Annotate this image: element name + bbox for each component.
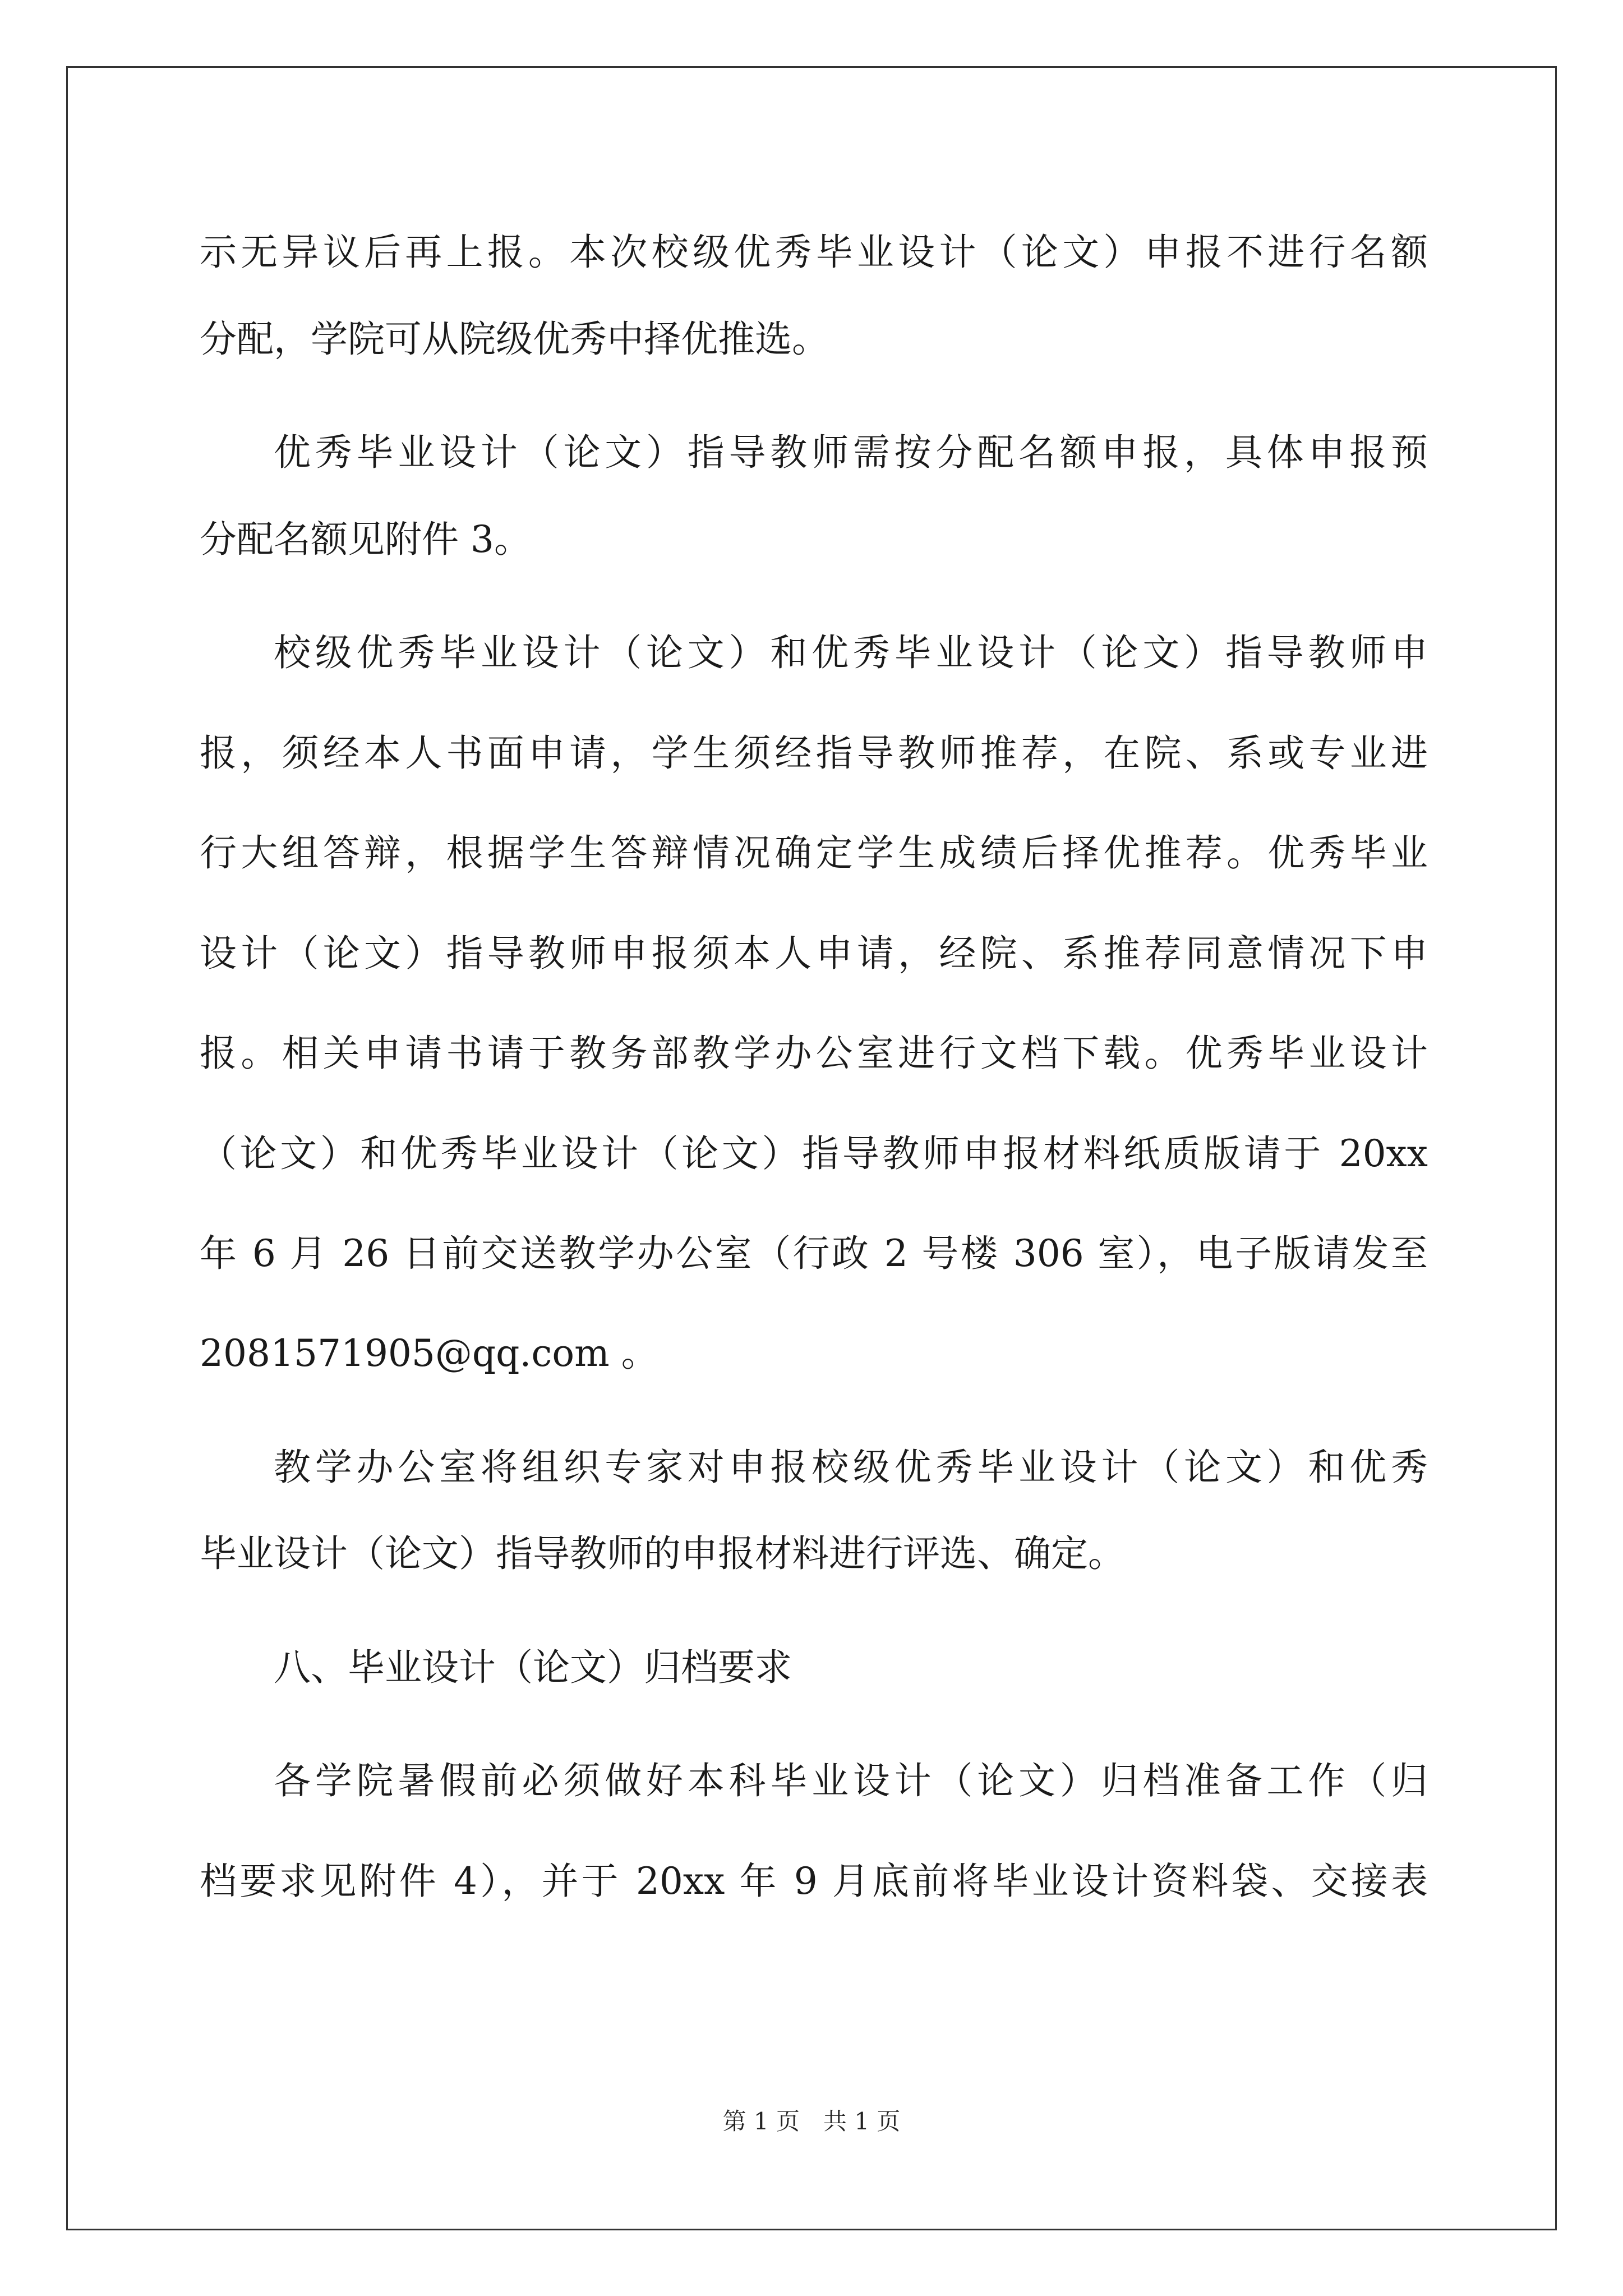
text-line-3: 优秀毕业设计（论文）指导教师需按分配名额申报，具体申报预	[274, 431, 1428, 474]
text-line-13: 教学办公室将组织专家对申报校级优秀毕业设计（论文）和优秀	[274, 1446, 1428, 1489]
text-line-14: 毕业设计（论文）指导教师的申报材料进行评选、确定。	[200, 1532, 1125, 1575]
text-line-7: 行大组答辩，根据学生答辩情况确定学生成绩后择优推荐。优秀毕业	[200, 831, 1428, 875]
text-line-17: 档要求见附件 4），并于 20xx 年 9 月底前将毕业设计资料袋、交接表	[200, 1860, 1428, 1903]
text-line-4: 分配名额见附件 3。	[200, 518, 531, 561]
text-line-8: 设计（论文）指导教师申报须本人申请，经院、系推荐同意情况下申	[200, 932, 1428, 975]
text-line-5: 校级优秀毕业设计（论文）和优秀毕业设计（论文）指导教师申	[274, 631, 1428, 674]
text-line-11: 年 6 月 26 日前交送教学办公室（行政 2 号楼 306 室），电子版请发至	[200, 1232, 1428, 1275]
text-line-10: （论文）和优秀毕业设计（论文）指导教师申报材料纸质版请于 20xx	[200, 1132, 1428, 1175]
text-line-1: 示无异议后再上报。本次校级优秀毕业设计（论文）申报不进行名额	[200, 231, 1428, 274]
text-line-16: 各学院暑假前必须做好本科毕业设计（论文）归档准备工作（归	[274, 1759, 1428, 1802]
page-footer: 第 1 页 共 1 页	[722, 2108, 901, 2135]
text-line-9: 报。相关申请书请于教务部教学办公室进行文档下载。优秀毕业设计	[200, 1032, 1428, 1075]
text-line-2: 分配，学院可从院级优秀中择优推选。	[200, 318, 829, 361]
section-heading: 八、毕业设计（论文）归档要求	[274, 1646, 792, 1689]
text-line-6: 报，须经本人书面申请，学生须经指导教师推荐，在院、系或专业进	[200, 731, 1428, 775]
text-line-12: 2081571905@qq.com 。	[200, 1332, 658, 1375]
